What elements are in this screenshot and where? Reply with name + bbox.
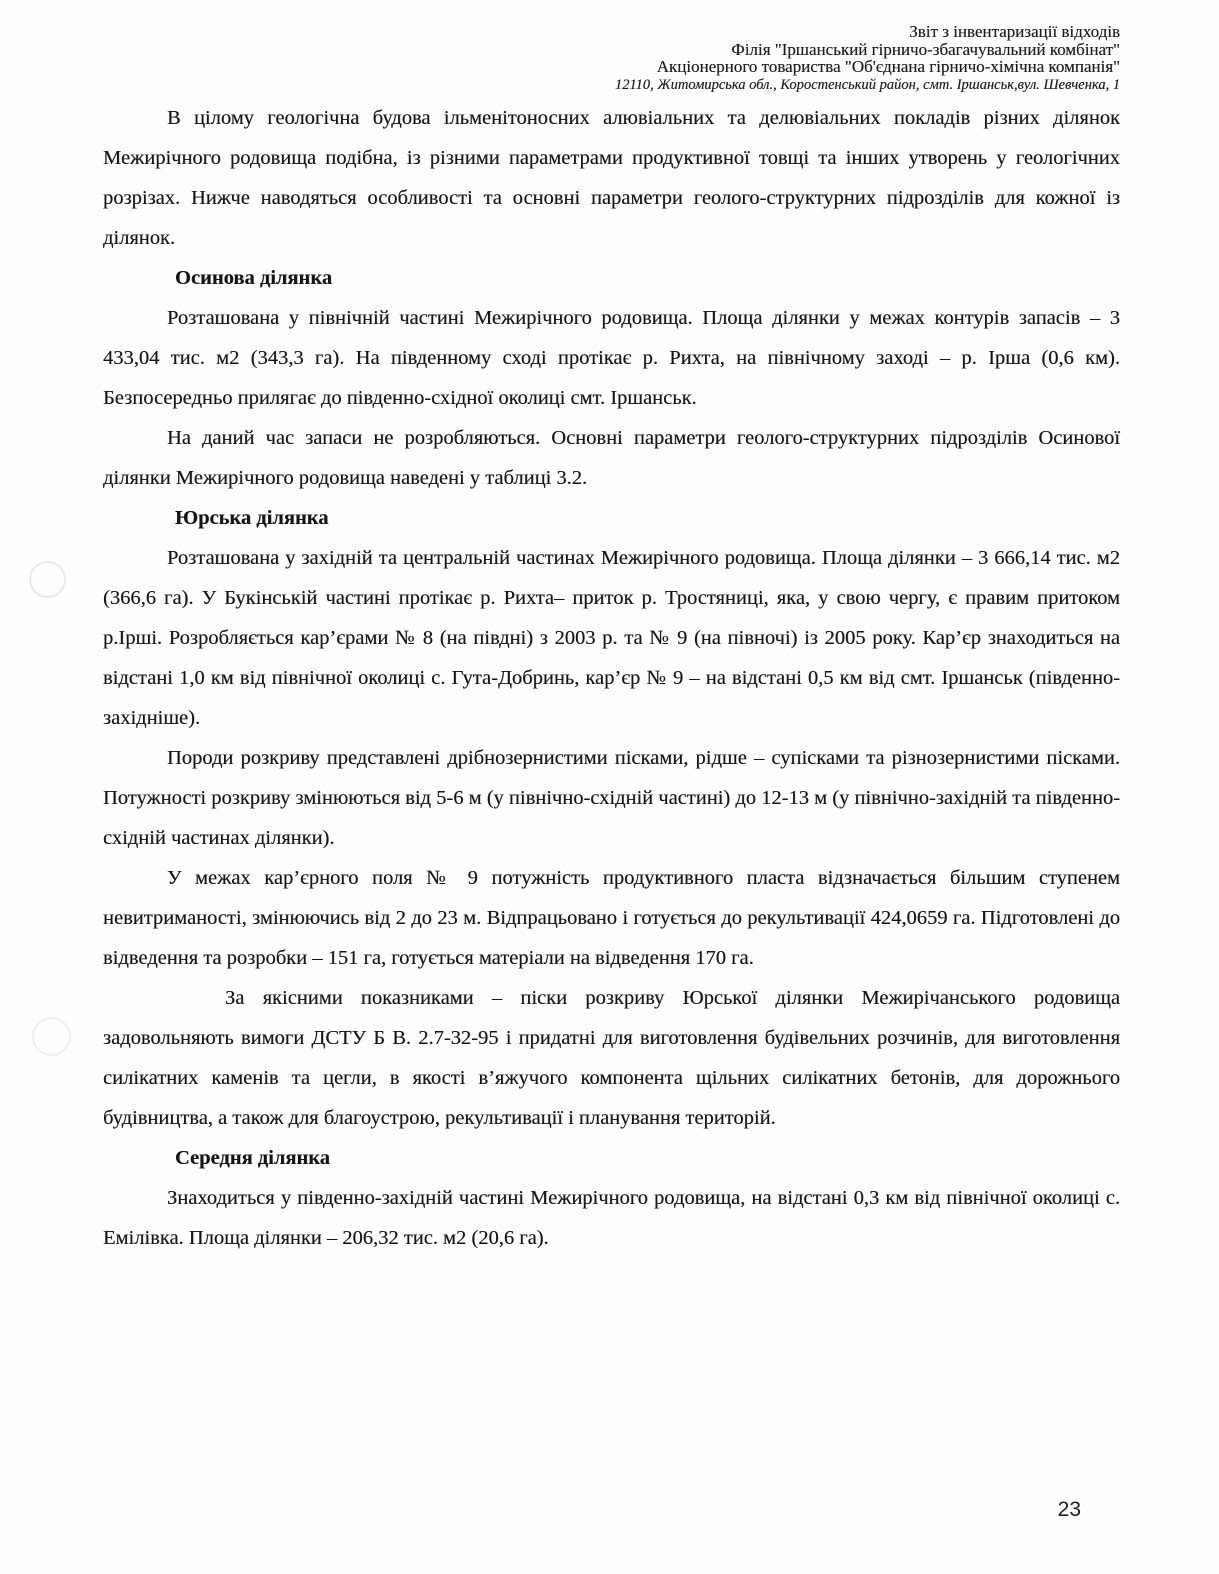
section-heading-serednia: Середня ділянка — [175, 1147, 331, 1169]
document-body — [103, 98, 1120, 1258]
report-header — [615, 23, 1120, 93]
page-number: 23 — [1057, 1498, 1081, 1521]
section-heading-yurska: Юрська ділянка — [175, 507, 329, 529]
paragraph-yurska-overburden: Породи розкриву представлені дрібнозернистими пісками, рідше – супісками та різнозернистими пісками. Потужності розкриву змінюються від 5-6 м (у північно-східній частині) до 12-13 м (у північно-західній та південно-східній частинах ділянки). — [103, 747, 1120, 849]
paragraph-yurska-sand-quality: За якісними показниками – піски розкриву Юрської ділянки Межирічанського родовища задовольняють вимоги ДСТУ Б В. 2.7-32-95 і придатні для виготовлення будівельних розчинів, для виготовлення силікатних каменів та цегли, в якості в’яжучого компонента щільних силікатних бетонів, для дорожнього будівництва, а також для благоустрою, рекультивації і планування територій. — [103, 987, 1120, 1129]
header-branch-name: Філія "Іршанський гірничо-збагачувальний комбінат" — [731, 39, 1120, 59]
paragraph-yurska-location: Розташована у західній та центральній частинах Межирічного родовища. Площа ділянки – 3 666,14 тис. м2 (366,6 га). У Букінській частині протікає р. Рихта– приток р. Тростяниці, яка, у свою чергу, є правим притоком р.Ірші. Розробляється кар’єрами № 8 (на півдні) з 2003 р. та № 9 (на півночі) із 2005 року. Кар’єр знаходиться на відстані 1,0 км від північної околиці с. Гута-Добринь, кар’єр № 9 – на відстані 0,5 км від смт. Іршанськ (південно-західніше). — [103, 547, 1120, 729]
section-heading-osynova: Осинова ділянка — [175, 267, 333, 289]
paragraph-osynova-reserves: На даний час запаси не розробляються. Основні параметри геолого-структурних підрозділів Осинової ділянки Межирічного родовища наведені у таблиці 3.2. — [103, 427, 1120, 489]
paragraph-geology-intro: В цілому геологічна будова ільменітоносних алювіальних та делювіальних покладів різних ділянок Межирічного родовища подібна, із різними параметрами продуктивної товщі та інших утворень у геологічних розрізах. Нижче наводяться особливості та основні параметри геолого-структурних підрозділів для кожної із ділянок. — [103, 107, 1120, 249]
header-company-name: Акціонерного товариства "Об'єднана гірничо-хімічна компанія" — [656, 57, 1120, 76]
binder-hole-artifact — [32, 1017, 71, 1056]
binder-hole-artifact — [29, 561, 66, 598]
header-report-title: Звіт з інвентаризації відходів — [909, 22, 1120, 41]
paragraph-serednia-location: Знаходиться у південно-західній частині Межирічного родовища, на відстані 0,3 км від північної околиці с. Емілівка. Площа ділянки – 206,32 тис. м2 (20,6 га). — [103, 1187, 1120, 1249]
paragraph-osynova-location: Розташована у північній частині Межирічного родовища. Площа ділянки у межах контурів запасів – 3 433,04 тис. м2 (343,3 га). На південному сході протікає р. Рихта, на північному заході – р. Ірша (0,6 км). Безпосередньо прилягає до південно-східної околиці смт. Іршанськ. — [103, 307, 1120, 409]
header-address: 12110, Житомирська обл., Коростенський район, смт. Іршанськ,вул. Шевченка, 1 — [614, 76, 1120, 93]
paragraph-yurska-quarry9: У межах кар’єрного поля № 9 потужність продуктивного пласта відзначається більшим ступенем невитриманості, змінюючись від 2 до 23 м. Відпрацьовано і готується до рекультивації 424,0659 га. Підготовлені до відведення та розробки – 151 га, готується матеріали на відведення 170 га. — [103, 867, 1120, 969]
